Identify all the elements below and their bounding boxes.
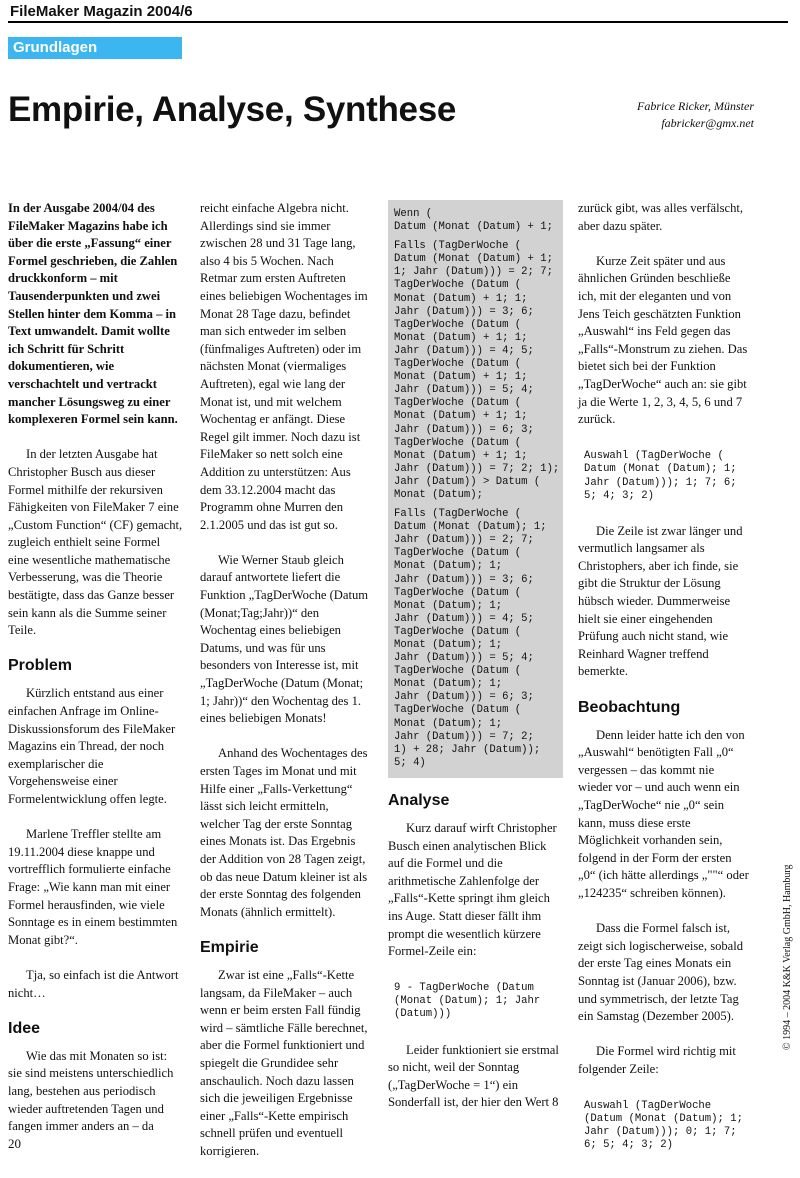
author-email: fabricker@gmx.net: [661, 116, 754, 130]
column-4: [578, 200, 750, 1172]
author-block: [637, 98, 754, 132]
paragraph: Leider funktioniert sie erstmal so nicht, weil der Sonntag („TagDerWoche = 1“) ein Sonderfall ist, der hier den Wert 8: [388, 1042, 559, 1110]
heading-beobachtung: Beobachtung: [578, 698, 681, 716]
heading-problem: Problem: [8, 657, 73, 675]
header-rule: [8, 21, 788, 23]
column-1: [8, 200, 183, 1153]
section-label: Grundlagen: [8, 37, 182, 59]
heading-empirie: Empirie: [200, 938, 259, 956]
lead-paragraph: In der Ausgabe 2004/04 des FileMaker Magazins habe ich über die erste „Fassung“ einer Formel geschrieben, die Zahlen druckkonform – mit Tausenderpunkten und zwei Stellen hinter dem Komma – in Text umwandelt. Damit wollte ich Schritt für Schritt dokumentieren, wie verschachtelt und vertrackt mancher Lösungsweg zu einer komplexeren Formel sein kann.: [8, 201, 178, 427]
paragraph: reicht einfache Algebra nicht. Allerdings sind sie immer zwischen 28 und 31 Tage lang, also 4 bis 5 Wochen. Nach Retmar zum ersten Auftreten eines beliebigen Wochentages im Monat 28 Tage dazu, befindet man sich entweder im selben (fünfmaliges Auftreten) oder im nächsten Monat (viermaliges Auftreten), egal wie lang der Monat ist, und mit welchem Wochentag er anfängt. Diese Regel gilt immer. Noch dazu ist FileMaker so nett solch eine Addition zu unterstützen: Aus dem 33.12.2004 macht das Programm ohne Murren den 2.1.2005 und das ist gut so.: [200, 201, 368, 532]
code-block: Falls (TagDerWoche ( Datum (Monat (Datum); 1; Jahr (Datum))) = 2; 7; TagDerWoche (Datum ( Monat (Datum); 1; Jahr (Datum))) = 3; 6; TagDerWoche (Datum ( Monat (Datum); 1; Jahr (Datum))) = 4; 5; TagDerWoche (Datum ( Monat (Datum); 1; Jahr (Datum))) = 5; 4; TagDerWoche (Datum ( Monat (Datum); 1; Jahr (Datum))) = 6; 3; TagDerWoche (Datum ( Monat (Datum); 1; Jahr (Datum))) = 7; 2; 1) + 28; Jahr (Datum)); 5; 4): [394, 508, 547, 769]
paragraph: Tja, so einfach ist die Antwort nicht…: [8, 967, 179, 1000]
code-listing-auswahl: [578, 446, 750, 506]
column-3: [388, 200, 563, 1130]
paragraph: zurück gibt, was alles verfälscht, aber dazu später.: [578, 201, 744, 233]
code-listing-falls: [388, 200, 563, 778]
article-title: Empirie, Analyse, Synthese: [8, 90, 457, 129]
heading-idee: Idee: [8, 1019, 41, 1037]
paragraph: Dass die Formel falsch ist, zeigt sich logischerweise, sobald der erste Tag eines Monats ein Sonntag ist (Januar 2006), bzw. und symmetrisch, der letzte Tag ein Samstag (Dezember 2005).: [578, 921, 744, 1024]
column-2: [200, 200, 370, 1178]
paragraph: Wie das mit Monaten so ist: sie sind meistens unterschiedlich lang, bestehen aus periodisch wieder auftretenden Tagen und fangen immer anders an – da: [8, 1048, 174, 1134]
author-name: Fabrice Ricker, Münster: [637, 99, 754, 113]
paragraph: Zwar ist eine „Falls“-Kette langsam, da FileMaker – auch wenn er beim ersten Fall fündig wird – sämtliche Fälle berechnet, aber die Formel funktioniert und spiegelt die Grundidee sehr anschaulich. Noch dazu lassen sich die jeweiligen Ergebnisse einer „Falls“-Kette empirisch schnell prüfen und eventuell korrigieren.: [200, 967, 368, 1158]
paragraph: Die Zeile ist zwar länger und vermutlich langsamer als Christophers, aber ich finde, sie gibt die Struktur der Lösung hübsch wieder. Dummerweise hielt sie einer eingehenden Prüfung auch nicht stand, wie Reinhard Wagner treffend bemerkte.: [578, 523, 743, 679]
heading-analyse: Analyse: [388, 791, 450, 809]
paragraph: Wie Werner Staub gleich darauf antwortete liefert die Funktion „TagDerWoche (Datum (Monat;Tag;Jahr))“ den Wochentag eines beliebigen Datums, und was für uns besonders von Interesse ist, mit „TagDerWoche (Datum (Monat; 1; Jahr))“ den Wochentag des 1. eines beliebigen Monats!: [200, 552, 369, 726]
code-block: Auswahl (TagDerWoche ( Datum (Monat (Datum); 1; Jahr (Datum))); 1; 7; 6; 5; 4; 3; 2): [584, 450, 737, 502]
code-block: 9 - TagDerWoche (Datum (Monat (Datum); 1; Jahr (Datum))): [394, 982, 541, 1021]
paragraph: In der letzten Ausgabe hat Christopher Busch aus dieser Formel mithilfe der rekursiven Fähigkeiten von FileMaker 7 eine „Custom Function“ (CF) gemacht, zugleich enthielt seine Formel eine wesentliche mathematische Verbesserung, was die Theorie bestätigte, dass das Ganze besser sein kann als die Summe seiner Teile.: [8, 447, 183, 638]
paragraph: Kurz darauf wirft Christopher Busch einen analytischen Blick auf die Formel und die arithmetische Zahlenfolge der „Falls“-Kette springt ihm gleich ins Auge. Statt dieser fällt ihm prompt die wesentlich kürzere Formel-Zeile ein:: [388, 820, 557, 959]
paragraph: Kurze Zeit später und aus ähnlichen Gründen beschließe ich, mit der eleganten und von Jens Teich geschätzten Funktion „Auswahl“ ins Feld gegen das „Falls“-Monstrum zu ziehen. Das bietet sich bei der Funktion „TagDerWoche“ auch an: sie gibt ja die Werte 1, 2, 3, 4, 5, 6 und 7 zurück.: [578, 253, 748, 427]
paragraph: Kürzlich entstand aus einer einfachen Anfrage im Online-Diskussionsforum des FileMaker Magazins ein Thread, der noch exemplarischer die Vorgehensweise einer Formelentwicklung offen legte.: [8, 686, 176, 806]
code-listing-short: [388, 978, 563, 1025]
page-number: 20: [8, 1136, 21, 1151]
paragraph: Die Formel wird richtig mit folgender Zeile:: [578, 1044, 736, 1076]
code-block: Auswahl (TagDerWoche (Datum (Monat (Datum); 1; Jahr (Datum))); 0; 1; 7; 6; 5; 4; 3; 2): [584, 1100, 743, 1152]
code-block: Wenn ( Datum (Monat (Datum) + 1;: [394, 208, 553, 234]
paragraph: Anhand des Wochentages des ersten Tages im Monat und mit Hilfe einer „Falls-Verkettung“ lässt sich leicht ermitteln, welcher Tag der erste Sonntag eines Monats ist. Das Ergebnis der Addition von 28 Tagen zeigt, ob das neue Datum kleiner ist als der erste Sonntag des folgenden Monats (ähnlich ermittelt).: [200, 746, 368, 919]
paragraph: Denn leider hatte ich den von „Auswahl“ benötigten Fall „0“ vergessen – das kommt nie wieder vor – und auch wenn ein „TagDerWoche“ nie „0“ sein kann, muss diese erste Möglichkeit vorhanden sein, folgend in der Form der ersten „0“ (ich hätte allerdings „""“ oder „124235“ schreiben können).: [578, 727, 749, 900]
paragraph: Marlene Treffler stellte am 19.11.2004 diese knappe und vortrefflich formulierte einfache Frage: „Wie kann man mit einer Formel herausfinden, wie viele Sonntage es in einem bestimmten Monat gibt?“.: [8, 827, 178, 947]
magazine-title: FileMaker Magazin 2004/6: [10, 3, 193, 20]
code-block: Falls (TagDerWoche ( Datum (Monat (Datum) + 1; 1; Jahr (Datum))) = 2; 7; TagDerWoche (Datum ( Monat (Datum) + 1; 1; Jahr (Datum))) = 3; 6; TagDerWoche (Datum ( Monat (Datum) + 1; 1; Jahr (Datum))) = 4; 5; TagDerWoche (Datum ( Monat (Datum) + 1; 1; Jahr (Datum))) = 5; 4; TagDerWoche (Datum ( Monat (Datum) + 1; 1; Jahr (Datum))) = 6; 3; TagDerWoche (Datum ( Monat (Datum) + 1; 1; Jahr (Datum))) = 7; 2; 1); Jahr (Datum)) > Datum ( Monat (Datum);: [394, 240, 560, 501]
copyright-notice: © 1994 – 2004 K&K Verlag GmbH, Hamburg: [782, 864, 793, 1050]
code-listing-final: [578, 1096, 750, 1156]
